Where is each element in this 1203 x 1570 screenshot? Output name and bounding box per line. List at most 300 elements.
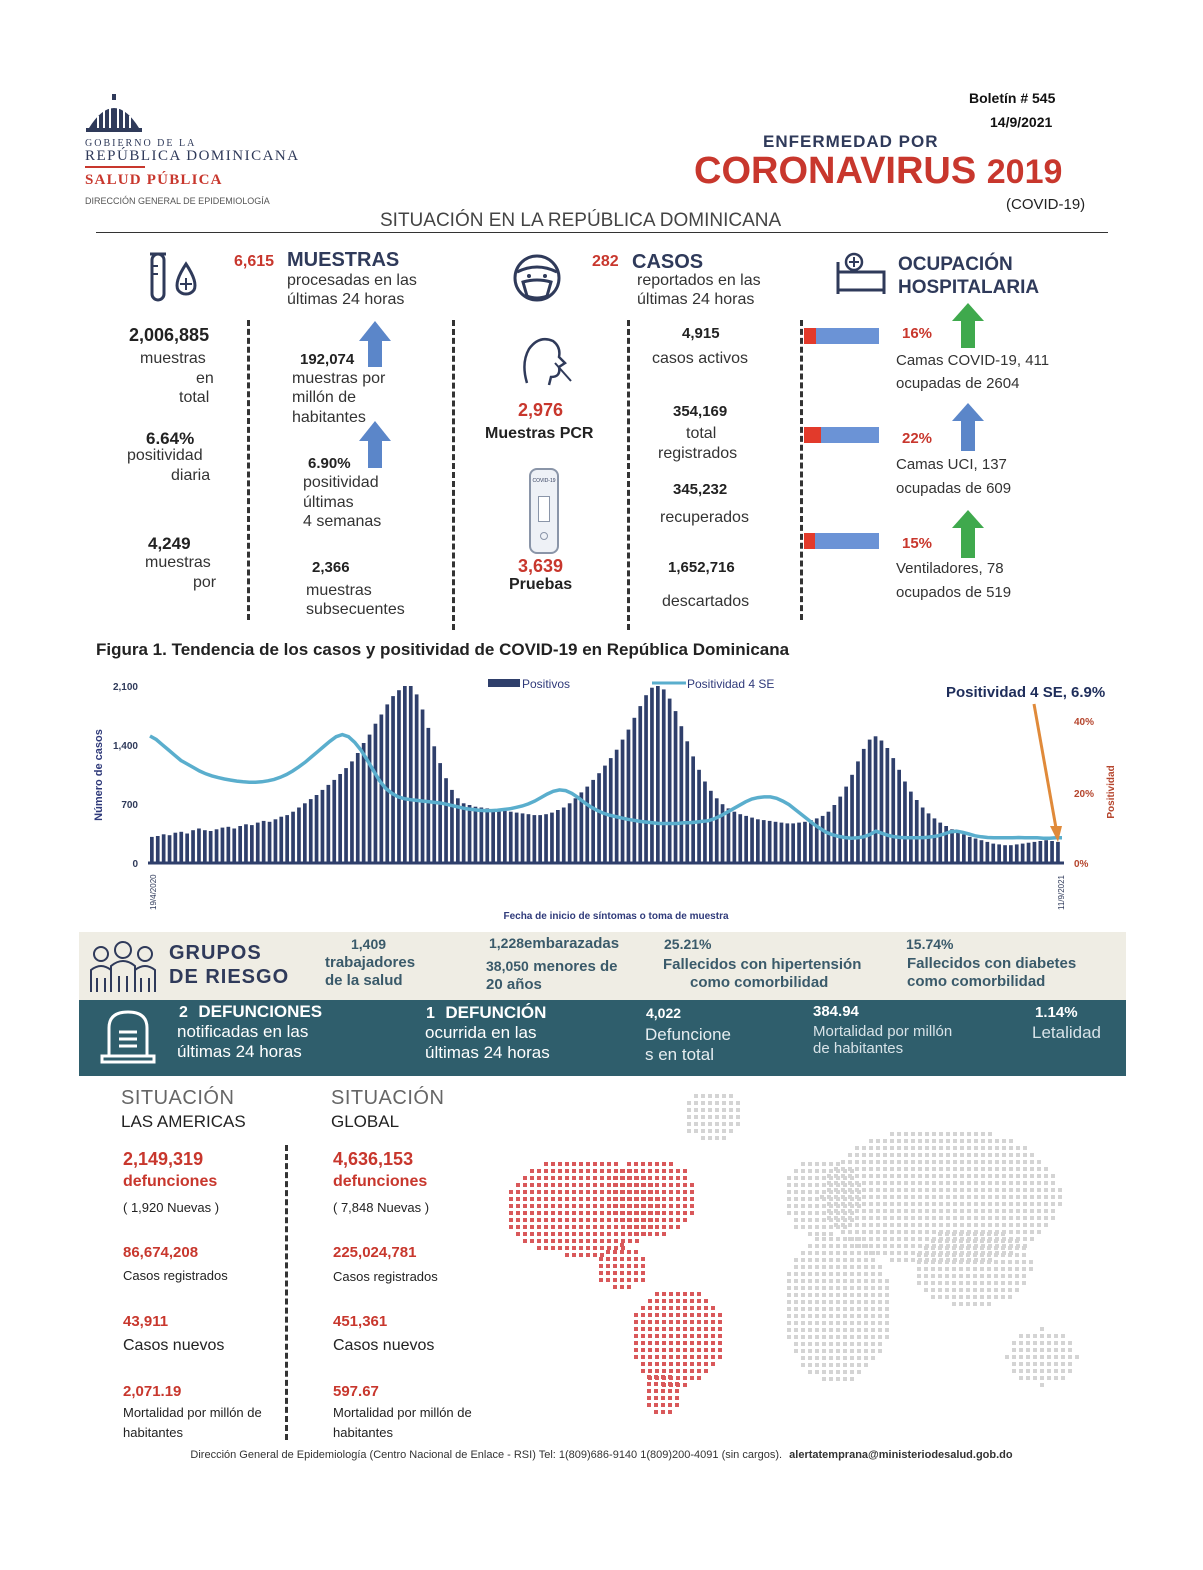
map-dot [1044, 1202, 1048, 1206]
muestras-per-l2: por [193, 574, 217, 591]
map-dot [715, 1136, 719, 1140]
map-dot [932, 1209, 936, 1213]
map-dot [1008, 1295, 1012, 1299]
map-dot [994, 1295, 998, 1299]
map-dot-americas [537, 1190, 541, 1194]
map-dot [850, 1300, 854, 1304]
map-dot [871, 1335, 875, 1339]
map-dot-americas [697, 1348, 701, 1352]
map-dot [850, 1272, 854, 1276]
map-dot-americas [683, 1169, 687, 1173]
map-dot-americas [647, 1382, 651, 1386]
map-dot [981, 1174, 985, 1178]
map-dot [829, 1349, 833, 1353]
map-dot [1008, 1288, 1012, 1292]
bar [303, 803, 307, 862]
map-dot-americas [676, 1320, 680, 1324]
map-dot-americas [697, 1355, 701, 1359]
map-dot [980, 1302, 984, 1306]
map-dot [1023, 1216, 1027, 1220]
map-dot [822, 1265, 826, 1269]
map-dot-americas [544, 1225, 548, 1229]
map-dot [995, 1195, 999, 1199]
map-dot [904, 1160, 908, 1164]
map-dot [843, 1286, 847, 1290]
map-dot [694, 1094, 698, 1098]
bar [350, 761, 354, 862]
map-dot [1015, 1239, 1019, 1243]
bar [886, 748, 890, 862]
map-dot [1037, 1195, 1041, 1199]
map-dot [794, 1300, 798, 1304]
map-dot [787, 1328, 791, 1332]
map-dot [918, 1237, 922, 1241]
map-dot [1009, 1139, 1013, 1143]
map-dot-americas [627, 1169, 631, 1173]
map-dot [829, 1258, 833, 1262]
muestras-heading-l2: procesadas en las [287, 272, 417, 289]
bar [574, 798, 578, 862]
bar [368, 735, 372, 862]
bar [591, 780, 595, 862]
map-dot [911, 1209, 915, 1213]
map-dot-americas [600, 1239, 604, 1243]
map-dot [715, 1129, 719, 1133]
map-dot-americas [668, 1389, 672, 1393]
map-dot [981, 1209, 985, 1213]
bar [474, 807, 478, 862]
map-dot-americas [683, 1204, 687, 1208]
map-dot [841, 1223, 845, 1227]
map-dot [939, 1160, 943, 1164]
map-dot [953, 1139, 957, 1143]
map-dot [822, 1272, 826, 1276]
map-dot [918, 1202, 922, 1206]
map-dot-americas [661, 1396, 665, 1400]
map-dot [967, 1223, 971, 1227]
bar [991, 844, 995, 862]
map-dot [897, 1230, 901, 1234]
map-dot-americas [668, 1403, 672, 1407]
map-dot [871, 1272, 875, 1276]
map-dot [1002, 1209, 1006, 1213]
map-dot [994, 1260, 998, 1264]
map-dot [878, 1349, 882, 1353]
map-dot-americas [572, 1204, 576, 1208]
map-dot [911, 1202, 915, 1206]
map-dot-americas [654, 1396, 658, 1400]
map-dot [890, 1153, 894, 1157]
map-dot [973, 1253, 977, 1257]
map-dot [843, 1370, 847, 1374]
map-dot [855, 1223, 859, 1227]
bar [509, 812, 513, 862]
map-dot [855, 1153, 859, 1157]
map-dot [981, 1181, 985, 1185]
map-dot [815, 1251, 819, 1255]
map-dot [1026, 1376, 1030, 1380]
map-dot [938, 1260, 942, 1264]
map-dot [1061, 1348, 1065, 1352]
map-dot [1044, 1188, 1048, 1192]
map-dot [843, 1363, 847, 1367]
bar [562, 808, 566, 863]
bar [921, 808, 925, 863]
map-dot [1023, 1181, 1027, 1185]
map-dot-americas [579, 1197, 583, 1201]
bar [197, 829, 201, 863]
map-dot-americas [704, 1369, 708, 1373]
subseq-value: 2,366 [312, 559, 350, 576]
map-dot [966, 1253, 970, 1257]
bar [709, 791, 713, 862]
map-dot [843, 1377, 847, 1381]
ocupacion-heading-l2: HOSPITALARIA [898, 277, 1040, 298]
map-dot-americas [634, 1232, 638, 1236]
map-dot-americas [572, 1162, 576, 1166]
map-dot [1023, 1209, 1027, 1213]
pcr-value: 2,976 [518, 400, 564, 420]
map-dot [918, 1174, 922, 1178]
map-dot [1030, 1209, 1034, 1213]
map-dot [974, 1202, 978, 1206]
bar [297, 808, 301, 863]
active-value: 4,915 [682, 325, 720, 342]
active-label: casos activos [652, 350, 749, 367]
map-dot [876, 1139, 880, 1143]
map-dot-americas [683, 1218, 687, 1222]
map-dot [952, 1288, 956, 1292]
map-dot [897, 1139, 901, 1143]
map-dot-americas [718, 1313, 722, 1317]
map-dot [904, 1258, 908, 1262]
map-dot [890, 1251, 894, 1255]
map-dot [1001, 1295, 1005, 1299]
map-dot-americas [675, 1403, 679, 1407]
map-dot-americas [711, 1355, 715, 1359]
map-dot [1001, 1274, 1005, 1278]
map-dot [995, 1139, 999, 1143]
map-dot-americas [676, 1341, 680, 1345]
bar [956, 832, 960, 862]
map-dot-americas [669, 1299, 673, 1303]
bar [974, 839, 978, 863]
divider-3 [627, 320, 630, 630]
map-dot [801, 1204, 805, 1208]
map-dot [801, 1328, 805, 1332]
map-dot [871, 1286, 875, 1290]
map-dot [960, 1216, 964, 1220]
map-dot [924, 1274, 928, 1278]
map-dot [836, 1363, 840, 1367]
map-dot [834, 1195, 838, 1199]
map-dot-americas [586, 1162, 590, 1166]
map-dot [808, 1183, 812, 1187]
bar [809, 820, 813, 862]
map-dot-americas [648, 1176, 652, 1180]
map-dot [855, 1160, 859, 1164]
map-dot [1009, 1230, 1013, 1234]
bulletin-number: Boletín # 545 [969, 90, 1056, 106]
map-dot-americas [648, 1232, 652, 1236]
map-dot-americas [586, 1211, 590, 1215]
map-dot-americas [565, 1211, 569, 1215]
map-dot [883, 1223, 887, 1227]
map-dot-americas [655, 1169, 659, 1173]
map-dot-americas [683, 1211, 687, 1215]
map-dot-americas [565, 1176, 569, 1180]
map-dot [701, 1122, 705, 1126]
map-dot [987, 1239, 991, 1243]
map-dot [878, 1279, 882, 1283]
map-dot [945, 1253, 949, 1257]
map-dot [938, 1239, 942, 1243]
map-dot [857, 1363, 861, 1367]
map-dot-americas [606, 1257, 610, 1261]
map-dot [822, 1356, 826, 1360]
map-dot [945, 1281, 949, 1285]
map-dot [931, 1239, 935, 1243]
map-dot [1019, 1334, 1023, 1338]
map-dot [862, 1195, 866, 1199]
map-dot-americas [648, 1334, 652, 1338]
map-dot [871, 1342, 875, 1346]
map-dot [885, 1328, 889, 1332]
map-dot [974, 1195, 978, 1199]
bar [533, 815, 537, 862]
map-dot-americas [613, 1271, 617, 1275]
map-dot-americas [565, 1190, 569, 1194]
map-dot [836, 1272, 840, 1276]
map-dot [917, 1253, 921, 1257]
map-dot [878, 1286, 882, 1290]
map-dot [1058, 1188, 1062, 1192]
map-dot-americas [669, 1320, 673, 1324]
map-dot [946, 1160, 950, 1164]
map-dot-americas [634, 1278, 638, 1282]
map-dot-americas [697, 1327, 701, 1331]
masked-face-icon [509, 250, 565, 311]
map-dot [973, 1274, 977, 1278]
map-dot [843, 1328, 847, 1332]
map-dot [848, 1202, 852, 1206]
map-dot [822, 1377, 826, 1381]
map-dot-americas [551, 1183, 555, 1187]
title-coronavirus: CORONAVIRUS [694, 150, 977, 192]
map-dot [917, 1267, 921, 1271]
casos-24h-count: 282 [592, 253, 619, 270]
map-dot [931, 1274, 935, 1278]
map-dot-americas [579, 1239, 583, 1243]
map-dot [1061, 1334, 1065, 1338]
map-dot-americas [641, 1232, 645, 1236]
map-dot [931, 1253, 935, 1257]
map-dot [801, 1211, 805, 1215]
map-dot [987, 1246, 991, 1250]
map-dot [897, 1167, 901, 1171]
map-dot [897, 1188, 901, 1192]
pcr-label: Muestras PCR [485, 425, 594, 442]
map-dot-americas [620, 1250, 624, 1254]
map-dot [715, 1094, 719, 1098]
map-dot [815, 1232, 819, 1236]
map-dot [1023, 1167, 1027, 1171]
map-dot-americas [620, 1169, 624, 1173]
pregnant-value: 1,228 [489, 935, 525, 951]
map-dot-americas [662, 1369, 666, 1373]
map-dot [815, 1244, 819, 1248]
map-dot [1016, 1195, 1020, 1199]
footer-email[interactable]: alertatemprana@ministeriodesalud.gob.do [789, 1449, 1013, 1461]
map-dot-americas [579, 1232, 583, 1236]
map-dot-americas [676, 1211, 680, 1215]
legend-label-positividad: Positividad 4 SE [687, 677, 775, 691]
map-dot-americas [572, 1211, 576, 1215]
map-dot [876, 1153, 880, 1157]
americas-new-cases-label: Casos nuevos [123, 1337, 225, 1354]
map-dot [995, 1188, 999, 1192]
map-dot [897, 1153, 901, 1157]
map-dot [1002, 1195, 1006, 1199]
map-dot [801, 1169, 805, 1173]
map-dot [1037, 1174, 1041, 1178]
map-dot [959, 1232, 963, 1236]
map-dot [1023, 1188, 1027, 1192]
map-dot [794, 1328, 798, 1332]
map-dot [918, 1244, 922, 1248]
map-dot [1012, 1341, 1016, 1345]
map-dot [959, 1302, 963, 1306]
map-dot-americas [593, 1232, 597, 1236]
minors-row [486, 958, 617, 976]
map-dot [980, 1246, 984, 1250]
map-dot-americas [683, 1320, 687, 1324]
map-dot-americas [634, 1204, 638, 1208]
map-dot [939, 1146, 943, 1150]
map-dot [694, 1115, 698, 1119]
map-dot [871, 1258, 875, 1262]
map-dot-americas [565, 1169, 569, 1173]
map-dot [836, 1251, 840, 1255]
map-dot [946, 1139, 950, 1143]
map-dot-americas [620, 1204, 624, 1208]
bar [1021, 844, 1025, 862]
map-dot-americas [641, 1204, 645, 1208]
map-dot-americas [669, 1292, 673, 1296]
map-dot-americas [683, 1383, 687, 1387]
map-dot [967, 1146, 971, 1150]
map-dot [829, 1279, 833, 1283]
map-dot-americas [655, 1197, 659, 1201]
map-dot [890, 1230, 894, 1234]
map-dot-americas [718, 1341, 722, 1345]
map-dot [911, 1132, 915, 1136]
antigen-test-kit-icon [529, 468, 559, 554]
map-dot [869, 1167, 873, 1171]
map-dot-americas [509, 1197, 513, 1201]
map-dot [1047, 1341, 1051, 1345]
x-tick-start: 19/4/2020 [149, 874, 158, 910]
map-dot [736, 1108, 740, 1112]
map-dot [1009, 1160, 1013, 1164]
map-dot [794, 1349, 798, 1353]
header-rule [96, 232, 1108, 233]
y-tick-0: 0 [132, 859, 138, 870]
map-dot [974, 1132, 978, 1136]
map-dot [822, 1225, 826, 1229]
map-dot [1002, 1146, 1006, 1150]
map-dot [857, 1293, 861, 1297]
y-axis-label: Número de casos [93, 729, 105, 821]
bar [515, 813, 519, 862]
map-dot [974, 1139, 978, 1143]
map-dot [897, 1244, 901, 1248]
map-dot [829, 1307, 833, 1311]
map-dot-americas [683, 1348, 687, 1352]
map-dot-americas [558, 1197, 562, 1201]
map-dot [1015, 1281, 1019, 1285]
map-dot-americas [690, 1355, 694, 1359]
map-dot [822, 1211, 826, 1215]
map-dot-americas [606, 1264, 610, 1268]
map-dot-americas [544, 1239, 548, 1243]
occupancy-bar-uci [804, 427, 879, 443]
map-dot [869, 1188, 873, 1192]
map-dot-americas [683, 1190, 687, 1194]
map-dot [932, 1195, 936, 1199]
map-dot [994, 1281, 998, 1285]
map-dot [841, 1181, 845, 1185]
map-dot-americas [593, 1218, 597, 1222]
map-dot-americas [662, 1334, 666, 1338]
page-subtitle: SITUACIÓN EN LA REPÚBLICA DOMINICANA [380, 210, 782, 231]
per-million-value: 192,074 [300, 351, 355, 368]
map-dot-americas [565, 1218, 569, 1222]
diabetes-value: 15.74% [906, 936, 954, 952]
map-dot [952, 1267, 956, 1271]
global-heading-l1: SITUACIÓN [331, 1087, 445, 1109]
map-dot-americas [662, 1355, 666, 1359]
map-dot [918, 1195, 922, 1199]
map-dot [815, 1314, 819, 1318]
bar [609, 758, 613, 862]
map-dot [925, 1132, 929, 1136]
map-dot [987, 1260, 991, 1264]
map-dot [1051, 1216, 1055, 1220]
map-dot [974, 1167, 978, 1171]
map-dot-americas [662, 1197, 666, 1201]
map-dot [1033, 1334, 1037, 1338]
map-dot [808, 1244, 812, 1248]
map-dot-americas [641, 1183, 645, 1187]
map-dot [952, 1246, 956, 1250]
map-dot [822, 1363, 826, 1367]
occupancy-l2-vent: ocupados de 519 [896, 584, 1012, 601]
map-dot [794, 1321, 798, 1325]
map-dot-americas [509, 1225, 513, 1229]
map-dot [808, 1204, 812, 1208]
map-dot-americas [676, 1292, 680, 1296]
map-dot-americas [586, 1225, 590, 1229]
map-dot-americas [558, 1239, 562, 1243]
map-dot-americas [697, 1341, 701, 1345]
map-dot [841, 1160, 845, 1164]
map-dot [1068, 1348, 1072, 1352]
bar [838, 797, 842, 862]
bar [327, 785, 331, 862]
map-dot-americas [613, 1204, 617, 1208]
bar [1003, 845, 1007, 862]
